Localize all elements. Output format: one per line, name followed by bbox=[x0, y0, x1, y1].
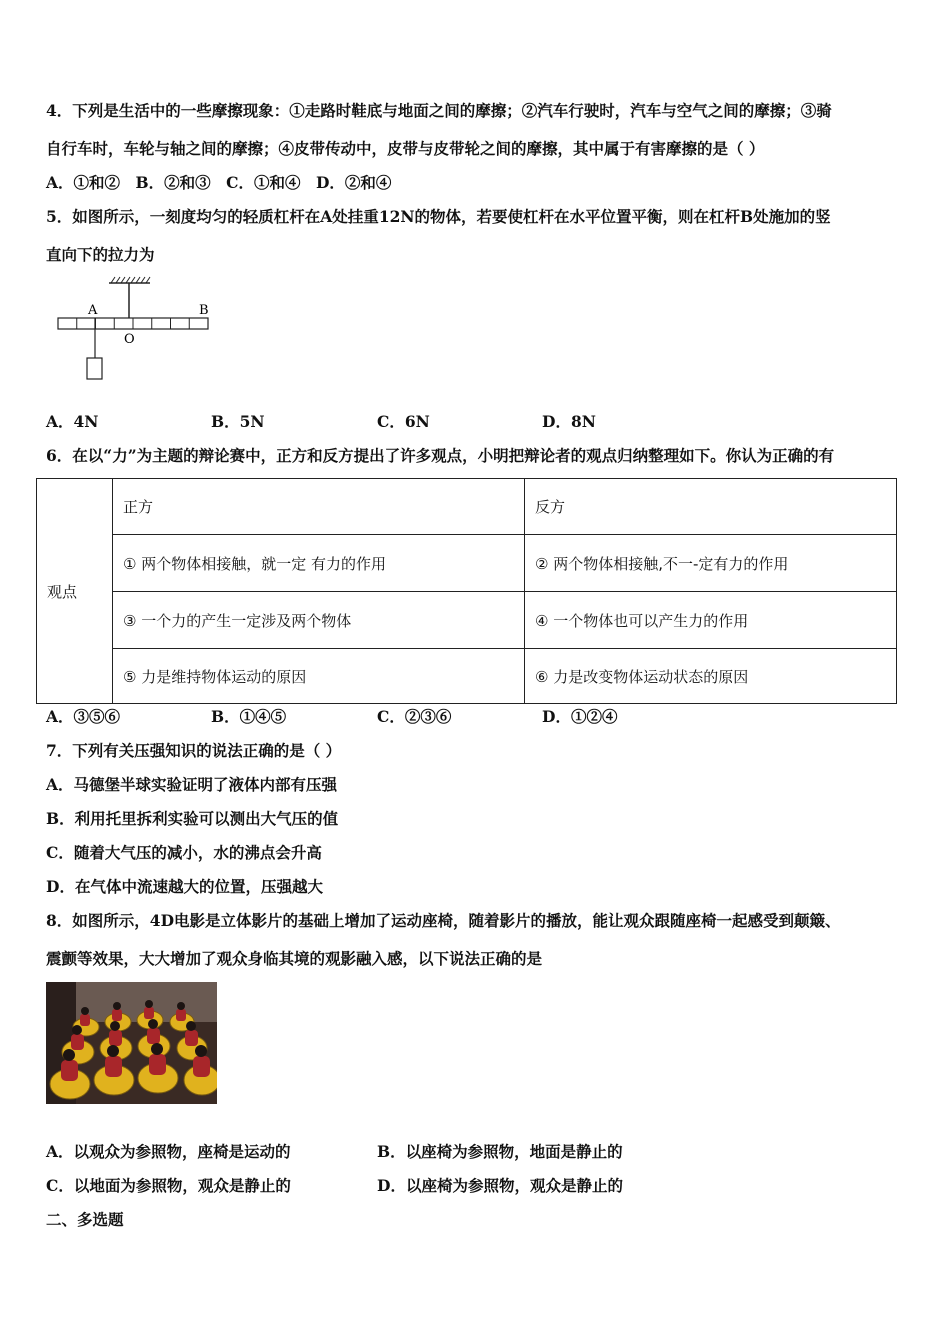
q5-stem-line1: 5．如图所示，一刻度均匀的轻质杠杆在A处挂重12N的物体，若要使杠杆在水平位置平衡，则在杠杆B处施加的竖 bbox=[46, 207, 831, 226]
viewpoint-6: ⑥ 力是改变物体运动状态的原因 bbox=[525, 649, 897, 704]
lever-diagram bbox=[52, 272, 222, 384]
section2-title: 二、多选题 bbox=[46, 1210, 124, 1229]
q6-stem: 6．在以“力”为主题的辩论赛中，正方和反方提出了许多观点，小明把辩论者的观点归纳整理如下。你认为正确的有 bbox=[46, 446, 835, 465]
viewpoint-2: ② 两个物体相接触,不一-定有力的作用 bbox=[525, 535, 897, 592]
q8-stem-line1: 8．如图所示，4D电影是立体影片的基础上增加了运动座椅，随着影片的播放，能让观众跟随座椅一起感受到颠簸、 bbox=[46, 911, 841, 930]
q5-option-b: B．5N bbox=[211, 412, 265, 431]
viewpoint-1: ① 两个物体相接触，就一定 有力的作用 bbox=[113, 535, 525, 592]
q5-option-d: D．8N bbox=[542, 412, 596, 431]
q5-option-c: C．6N bbox=[377, 412, 430, 431]
q8-option-b: B．以座椅为参照物，地面是静止的 bbox=[377, 1142, 623, 1161]
q7-option-a: A．马德堡半球实验证明了液体内部有压强 bbox=[46, 775, 338, 794]
q6-option-d: D．①②④ bbox=[542, 707, 618, 726]
viewpoint-4: ④ 一个物体也可以产生力的作用 bbox=[525, 592, 897, 649]
q8-option-d: D．以座椅为参照物，观众是静止的 bbox=[377, 1176, 623, 1195]
viewpoints-table bbox=[36, 478, 897, 704]
q4-options: A．①和② B．②和③ C．①和④ D．②和④ bbox=[46, 173, 392, 192]
q6-option-b: B．①④⑤ bbox=[211, 707, 287, 726]
row-header-viewpoint: 观点 bbox=[37, 479, 113, 704]
q7-stem: 7．下列有关压强知识的说法正确的是（ ） bbox=[46, 741, 342, 760]
q6-option-a: A．③⑤⑥ bbox=[46, 707, 121, 726]
q7-option-c: C．随着大气压的减小，水的沸点会升高 bbox=[46, 843, 322, 862]
label-a: A bbox=[88, 303, 98, 318]
q7-option-b: B．利用托里拆利实验可以测出大气压的值 bbox=[46, 809, 339, 828]
label-o: O bbox=[124, 332, 135, 347]
ceiling-hatch bbox=[111, 277, 150, 283]
viewpoint-3: ③ 一个力的产生一定涉及两个物体 bbox=[113, 592, 525, 649]
col-header-con: 反方 bbox=[525, 479, 897, 535]
q7-option-d: D．在气体中流速越大的位置，压强越大 bbox=[46, 877, 323, 896]
q5-option-a: A．4N bbox=[46, 412, 99, 431]
cinema-photo bbox=[46, 982, 217, 1104]
col-header-pro: 正方 bbox=[113, 479, 525, 535]
viewpoint-5: ⑤ 力是维持物体运动的原因 bbox=[113, 649, 525, 704]
q8-option-a: A．以观众为参照物，座椅是运动的 bbox=[46, 1142, 291, 1161]
q4-stem-line1: 4．下列是生活中的一些摩擦现象：①走路时鞋底与地面之间的摩擦；②汽车行驶时，汽车与空气之间的摩擦；③骑 bbox=[46, 101, 832, 120]
q4-stem-line2: 自行车时，车轮与轴之间的摩擦；④皮带传动中，皮带与皮带轮之间的摩擦，其中属于有害摩擦的是（ ） bbox=[46, 139, 765, 158]
q5-stem-line2: 直向下的拉力为 bbox=[46, 245, 155, 264]
q8-stem-line2: 震颤等效果，大大增加了观众身临其境的观影融入感，以下说法正确的是 bbox=[46, 949, 543, 968]
hanging-weight bbox=[87, 358, 102, 379]
label-b: B bbox=[199, 303, 209, 318]
q6-option-c: C．②③⑥ bbox=[377, 707, 452, 726]
q8-option-c: C．以地面为参照物，观众是静止的 bbox=[46, 1176, 291, 1195]
